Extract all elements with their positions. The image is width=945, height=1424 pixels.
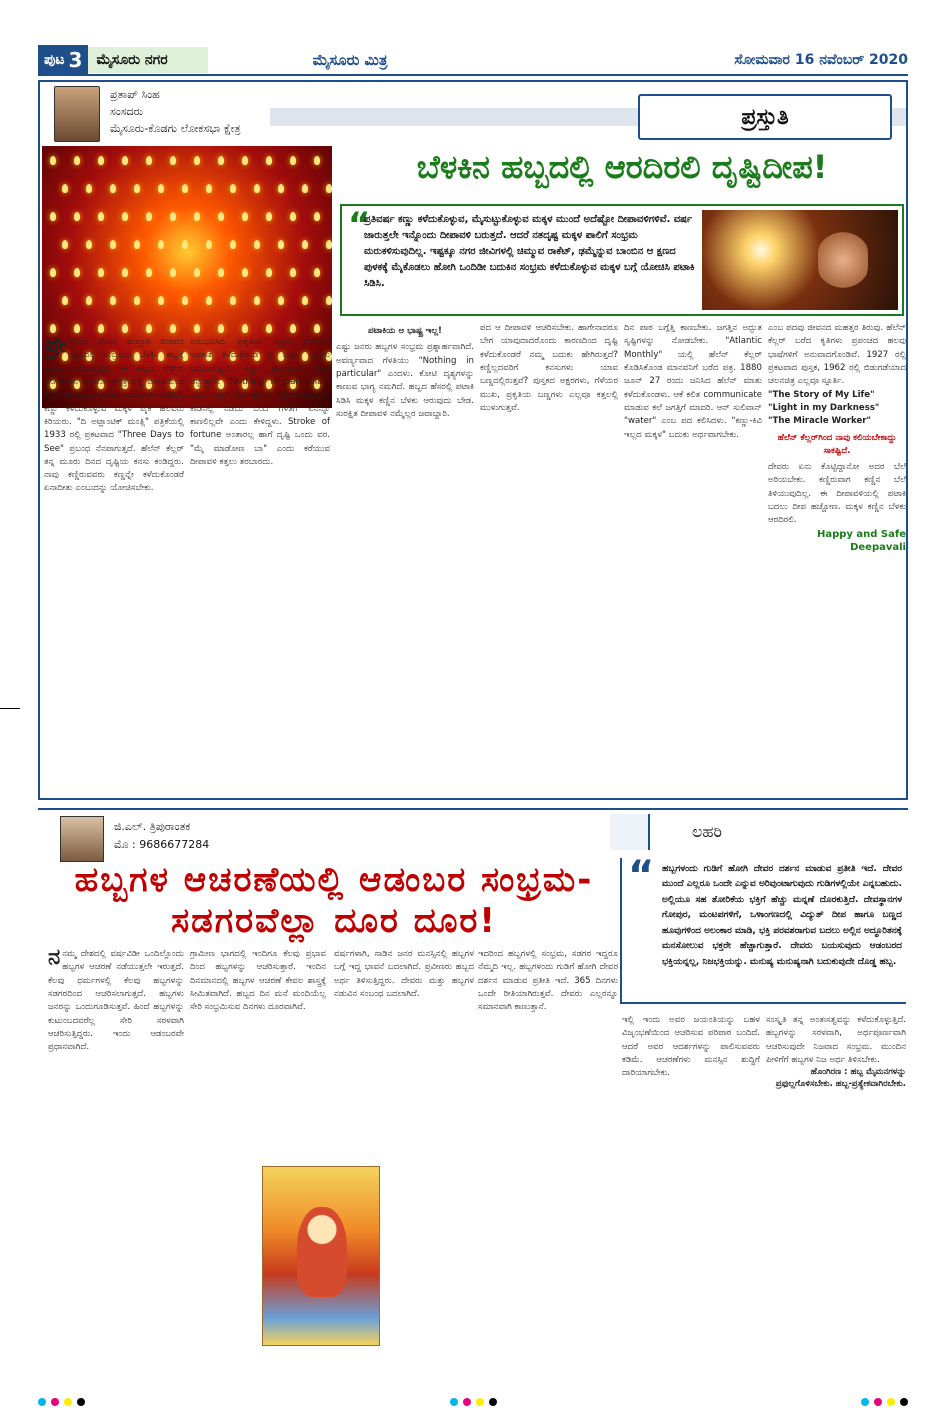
magenta-dot [51,1398,59,1406]
article-festivals [38,808,908,1378]
section-name: ಮೈಸೂರು ನಗರ [88,47,207,73]
lamp-flame [242,324,248,333]
page-number: 3 [68,48,83,72]
lamp-flame [170,268,176,277]
magenta-dot [874,1398,882,1406]
lamp-flame [254,240,260,249]
lamp-flame [266,212,272,221]
lamp-flame [122,156,128,165]
article-deepavali [38,80,908,800]
lamp-flame [134,296,140,305]
column-3 [336,322,474,796]
black-dot [77,1398,85,1406]
signoff: Happy and Safe Deepavali [816,528,906,553]
lamp-flame [314,212,320,221]
lamp-flame [146,212,152,221]
column-2-1 [48,948,184,1372]
color-dots-left [38,1398,85,1406]
magenta-dot [463,1398,471,1406]
lamp-flame [74,268,80,277]
column-2-6-text: ಸಂಸ್ಕೃತಿ ತನ್ನ ಅಂತಃಸತ್ವವನ್ನು ಕಳೆದುಕೊಳ್ಳುತ್ತಿದೆ. ಹಬ್ಬಗಳನ್ನು ಸರಳವಾಗಿ, ಅರ್ಥಪೂರ್ಣವಾಗಿ ಆಚರಿಸುವುದೇ ನಿಜವಾದ ಸಂಭ್ರಮ. ಮುಂದಿನ ಪೀಳಿಗೆಗೆ ಹಬ್ಬಗಳ ನಿಜ ಅರ್ಥ ತಿಳಿಸಬೇಕು. [766,1015,906,1065]
column-6-text-b: ದೇವರು ಏನು ಕೊಟ್ಟಿದ್ದಾನೋ ಅದರ ಬೆಲೆ ಅರಿಯಬೇಕು. ಕಣ್ಣಿರುವಾಗ ಕಣ್ಣಿನ ಬೆಲೆ ತಿಳಿಯುವುದಿಲ್ಲ. ಈ ದೀಪಾವಳಿಯಲ್ಲಿ ಪಟಾಕಿ ಬದಲು ದೀಪ ಹಚ್ಚೋಣ. ಮಕ್ಕಳ ಕಣ್ಣಿನ ಬೆಳಕು ಆರದಿರಲಿ. [768,462,906,526]
pullquote-text-2: ಹಬ್ಬಗಳಂದು ಗುಡಿಗೆ ಹೋಗಿ ದೇವರ ದರ್ಶನ ಮಾಡುವ ಪ್ರತೀತಿ ಇದೆ. ದೇವರ ಮುಂದೆ ಎಲ್ಲರೂ ಒಂದೇ ಎನ್ನುವ ಅರಿವುಂಟಾಗುವುದು ಗುಡಿಗಳಲ್ಲಿಯೇ ಎನ್ನಬಹುದು. ಅಲ್ಲಿಯೂ ಸಹ ತೋರಿಕೆಯ ಭಕ್ತಿಗೆ ಹೆಚ್ಚು ಮನ್ನಣೆ ದೊರಕುತ್ತಿದೆ. ದೇವಸ್ಥಾನಗಳ ಗೋಪುರ, ಮಂಟಪಗಳಿಗೆ, ಒಳಾಂಗಣದಲ್ಲಿ ವಿದ್ಯುತ್ ದೀಪ ಹಾಗೂ ಬಣ್ಣದ ಹೂವುಗಳಿಂದ ಅಲಂಕಾರ ಮಾಡಿ, ಭಕ್ತಿ ಪರವಶರಾಗುವ ಬದಲು ಅಲ್ಲಿನ ಅದ್ಧೂರಿತನಕ್ಕೆ ಮನಸೋಲುವ ಭಕ್ತರೇ ಹೆಚ್ಚಾಗುತ್ತಾರೆ. ದೇವರು ಬಯಸುವುದು ಆಡಂಬರದ ಭಕ್ತಿಯನ್ನಲ್ಲ, ನಿಜಭಕ್ತಿಯನ್ನು. ಮನುಷ್ಯ ಮನುಷ್ಯನಾಗಿ ಬದುಕುವುದೇ ದೊಡ್ಡ ಹಬ್ಬ. [662,864,902,967]
lamp-flame [182,184,188,193]
black-dot [900,1398,908,1406]
registration-mark [0,708,20,709]
paper-name: ಮೈಸೂರು ಮಿತ್ರ [312,51,388,69]
column-2-6 [766,1014,906,1372]
lamp-flame [74,324,80,333]
column-6 [768,322,906,796]
lamp-flame [266,268,272,277]
yellow-dot [64,1398,72,1406]
deity-illustration [262,1166,380,1346]
lamp-flame [110,184,116,193]
lamp-flame [290,156,296,165]
lamp-flame [242,212,248,221]
lamp-flame [290,268,296,277]
lamp-flame [218,324,224,333]
column-2-4: ಇದರಿಂದ ಹಬ್ಬಗಳಲ್ಲಿ ಸಂಭ್ರಮ, ಸಡಗರ ಇದ್ದರೂ ನೆಮ್ಮದಿ ಇಲ್ಲ. ಹಬ್ಬಗಳಂದು ಗುಡಿಗೆ ಹೋಗಿ ದೇವರ ದರ್ಶನ ಮಾಡುವ ಪ್ರತೀತಿ ಇದೆ. 365 ದಿನಗಳು ಒಂದೇ ರೀತಿಯಾಗಿರುತ್ತವೆ. ದೇವರು ಎಲ್ಲರನ್ನೂ ಸಮಾನವಾಗಿ ಕಾಣುತ್ತಾನೆ. [478,949,618,1013]
lamp-flame [314,324,320,333]
lamp-flame [218,156,224,165]
lamp-flame [158,240,164,249]
lamp-flame [218,212,224,221]
sparkler-photo [702,210,898,310]
author-box-2 [60,816,209,862]
lamp-flame [146,268,152,277]
color-dots-center [450,1398,497,1406]
lamp-flame [230,184,236,193]
quote-mark-icon-2: “ [628,853,655,899]
lamp-flame [266,324,272,333]
lamp-flame [218,268,224,277]
lamp-flame [62,296,68,305]
lamp-flame [182,296,188,305]
lamp-flame [326,184,332,193]
pullquote-box [340,204,904,316]
lamp-flame [254,184,260,193]
lamp-flame [62,184,68,193]
lamp-flame [170,212,176,221]
signoff-2: ಹೊಂಗಿರಣ : ಹಬ್ಬ ಮೈಮನಗಳನ್ನು ಪ್ರಫುಲ್ಲಗೊಳಿಸಬೇಕು. ಹಬ್ಬ-ಪ್ರತ್ಯೇಕವಾಗಿರಬೇಕು. [775,1067,906,1089]
lamp-flame [206,296,212,305]
lamp-flame [302,296,308,305]
yellow-dot [476,1398,484,1406]
lamp-flame [194,324,200,333]
quote-mark-icon: “ [348,205,371,245]
lamp-flame [50,212,56,221]
lamp-flame [110,296,116,305]
lamp-flame [302,240,308,249]
yellow-dot [887,1398,895,1406]
page-badge [38,45,88,75]
lamp-flame [170,156,176,165]
lamp-flame [314,268,320,277]
author-name-2: ಜಿ.ಎಲ್. ತ್ರಿಪುರಾಂತಕ [114,820,191,833]
author-box [54,86,241,142]
black-dot [489,1398,497,1406]
rubric-label: ಪ್ರಸ್ತುತಿ [638,94,892,140]
lamp-flame [194,212,200,221]
lamp-flame [278,184,284,193]
lamp-flame [290,212,296,221]
lamp-flame [134,184,140,193]
lamp-flame [230,240,236,249]
column-2-5: ಇಲ್ಲಿ ಇಂದು ಅವರ ಜಯಂತಿಯನ್ನು ಬಹಳ ವಿಜೃಂಭಣೆಯಿಂದ ಆಚರಿಸುವ ಪರಿಪಾಠ ಬಂದಿದೆ. ಆದರೆ ಅವರ ಆದರ್ಶಗಳನ್ನು ಪಾಲಿಸುವವರು ಕಡಿಮೆ. ಆಚರಣೆಗಳು ಮನಸ್ಸಿನ ಶುದ್ಧಿಗೆ ದಾರಿಯಾಗಬೇಕು. [622,1015,760,1079]
pullquote-box-2 [620,853,906,1004]
column-2: ಅನುಭವಿಸಿದ. ಪ್ರಕೃತಿಯ ವಿಸ್ಮಯ ನೋಡುವ ಅವಕಾಶ ಕಳೆದುಕೊಂಡ ಆ ಮಕ್ಕಳ ಬದುಕು ಬದಲಾಗುತ್ತದೆ. ಕಣ್ಣು ಹೃದಯಗಳ ಕಿಟಕಿ ಎನ್ನುತ್ತಾರೆ. "Nothing in particular" ಎಂಬ ಉತ್ತರ ಕೇಳಿ ಹೆಲೆನ್ ಆಶ್ಚರ್ಯಪಟ್ಟಿದ್ದಳು. ಕಾಡಿನಲ್ಲಿ ನಡೆದು ಬಂದ ಗೆಳತಿಗೆ ಏನನ್ನೂ ಕಾಣಲಿಲ್ಲವೇ ಎಂದು ಕೇಳಿದ್ದಳು. Stroke of fortune ಅಂತಾರಲ್ಲ ಹಾಗೆ ದೃಷ್ಟಿ ಒಂದು ವರ. "ಮೈ ಮಾಡೋಣ ಬಾ" ಎಂದು ಕರೆಯುವ ದೀಪಾವಳಿ ಕತ್ತಲು ತರಬಾರದು. [190,337,330,467]
column-2-1-text: ನಮ್ಮ ದೇಶದಲ್ಲಿ ವರ್ಷವಿಡೀ ಒಂದಿಲ್ಲೊಂದು ಹಬ್ಬಗಳ ಆಚರಣೆ ನಡೆಯುತ್ತಲೇ ಇರುತ್ತದೆ. ಕೆಲವು ಧರ್ಮಗಳಲ್ಲಿ ಕೆಲವು ಹಬ್ಬಗಳನ್ನು ಸಡಗರದಿಂದ ಆಚರಿಸಲಾಗುತ್ತದೆ. ಹಬ್ಬಗಳು ಜನರನ್ನು ಒಂದುಗೂಡಿಸುತ್ತವೆ. ಹಿಂದೆ ಹಬ್ಬಗಳನ್ನು ಕುಟುಂಬದವರೆಲ್ಲ ಸೇರಿ ಸರಳವಾಗಿ ಆಚರಿಸುತ್ತಿದ್ದರು. ಇಂದು ಆಡಂಬರವೇ ಪ್ರಧಾನವಾಗಿದೆ. [48,949,184,1053]
lamp-flame [278,240,284,249]
column-4: ಪದ ಆ ದೀಪಾವಳಿ ಆಚರಿಸಬೇಕು. ಹಾಗೇನಾದರೂ ಬೇಗ ಯಾವುದಾದರೊಂದು ಕಾರಣದಿಂದ ದೃಷ್ಟಿ ಕಳೆದುಕೊಂಡರೆ ನಮ್ಮ ಬದುಕು ಹೇಗಿರುತ್ತದೆ? ಕಣ್ಣಿಲ್ಲದವರಿಗೆ ಕನಸುಗಳು ಯಾವ ಬಣ್ಣದಲ್ಲಿರುತ್ತವೆ? ಪುಸ್ತಕದ ಅಕ್ಷರಗಳು, ಗೆಳೆಯರ ಮುಖ, ಪ್ರಕೃತಿಯ ಬಣ್ಣಗಳು ಎಲ್ಲವೂ ಕತ್ತಲಲ್ಲಿ ಮುಳುಗುತ್ತವೆ. [480,323,618,413]
lamp-flame [242,156,248,165]
author-phone: ಮೊ : 9686677284 [114,838,210,851]
lamp-flame [74,156,80,165]
column-2-3: ವರ್ಷಗಳಾಗಿ, ನಾಡಿನ ಜನರ ಮನಸ್ಸಿನಲ್ಲಿ ಹಬ್ಬಗಳ ಬಗ್ಗೆ ಇದ್ದ ಭಾವನೆ ಬದಲಾಗಿದೆ. ಪ್ರವೀಣರು ಹಬ್ಬದ ಅರ್ಥ ತಿಳಿಸುತ್ತಿದ್ದರು. ದೇವರು ಮತ್ತು ಹಬ್ಬಗಳ ನಡುವಿನ ಸಂಬಂಧ ಬದಲಾಗಿದೆ. [334,949,474,999]
lamp-flame [278,296,284,305]
page-label: ಪುಟ [44,52,65,68]
cyan-dot [861,1398,869,1406]
book-title-3: "The Miracle Worker" [768,416,872,427]
lamp-flame [302,184,308,193]
lamp-flame [170,324,176,333]
lamp-flame [98,268,104,277]
lamp-flame [50,268,56,277]
author-role: ಸಂಸದರು [110,105,143,118]
lamp-flame [50,324,56,333]
author-constituency: ಮೈಸೂರು-ಕೊಡಗು ಲೋಕಸಭಾ ಕ್ಷೇತ್ರ [110,122,241,135]
lamp-flame [110,240,116,249]
lamp-flame [86,184,92,193]
lamp-flame [146,324,152,333]
pullquote-text: ಪ್ರತಿವರ್ಷ ಕಣ್ಣು ಕಳೆದುಕೊಳ್ಳುವ, ಮೈಸುಟ್ಟುಕೊಳ್ಳುವ ಮಕ್ಕಳ ಮುಂದೆ ಅದೆಷ್ಟೋ ದೀಪಾವಳಿಗಳಿವೆ. ವರ್ಷ ಜಾರುತ್ತಲೇ ಇನ್ನೊಂದು ದೀಪಾವಳಿ ಬರುತ್ತದೆ. ಆದರೆ ನತದೃಷ್ಟ ಮಕ್ಕಳ ಪಾಲಿಗೆ ಸಂಭ್ರಮ ಮರುಕಳಿಸುವುದಿಲ್ಲ. ಇಷ್ಟಕ್ಕೂ ನಗರ ಜೀವಿಗಳಲ್ಲಿ ಚಿಮ್ಮುವ ರಾಕೆಟ್, ಢಮ್ಮೆನ್ನುವ ಬಾಂಬಿನ ಆ ಕ್ಷಣದ ಪುಳಕಕ್ಕೆ ಮೈಕೊಡಲು ಹೋಗಿ ಒಂದಿಡೀ ಬದುಕಿನ ಸಂಭ್ರಮ ಕಳೆದುಕೊಳ್ಳುವ ಮಕ್ಕಳ ಬಗ್ಗೆ ಯೋಚಿಸಿ ಪಟಾಕಿ ಸಿಡಿಸಿ. [364,214,695,289]
author-photo [54,86,100,142]
dropcap: ಪ್ರೇ [44,336,67,358]
lamp-flame [74,212,80,221]
lamp-flame [194,268,200,277]
rubric-label-2: ಲಹರಿ [648,814,908,850]
issue-date: ಸೋಮವಾರ 16 ನವೆಂಬರ್ 2020 [734,52,908,68]
lamp-flame [62,240,68,249]
lamp-flame [242,268,248,277]
lamp-flame [98,324,104,333]
lamp-flame [50,156,56,165]
masthead [38,46,908,76]
lamp-flame [182,240,188,249]
column-2-2: ಗ್ರಾಮೀಣ ಭಾಗದಲ್ಲಿ ಇಂದಿಗೂ ಕೆಲವು ಪ್ರಭಾವ ದಿಂದ ಹಬ್ಬಗಳನ್ನು ಆಚರಿಸುತ್ತಾರೆ. ಇಂದಿನ ದಿನಮಾನದಲ್ಲಿ ಹಬ್ಬಗಳ ಆಚರಣೆ ಕೇವಲ ಶಾಸ್ತ್ರಕ್ಕೆ ಸೀಮಿತವಾಗಿದೆ. ಹಬ್ಬದ ದಿನ ಮನೆ ಮಂದಿಯೆಲ್ಲ ಸೇರಿ ಸಂಭ್ರಮಿಸುವ ದಿನಗಳು ದೂರವಾಗಿವೆ. [190,949,326,1013]
book-title-1: "The Story of My Life" [768,389,875,400]
lamp-flame [206,240,212,249]
column-3-text: ಎಷ್ಟು ಜನರು ಹಬ್ಬಗಳ ಸಂಭ್ರಮ ಪ್ರಶ್ನಾರ್ಹವಾಗಿದೆ. ಅವರ್ಣ್ಯವಾದ ಗೆಳತಿಯು "Nothing in particular" ಎಂದಳು. ಕೋಟಿ ದೃಶ್ಯಗಳನ್ನು ಕಾಣುವ ಭಾಗ್ಯ ನಮಗಿದೆ. ಹಬ್ಬದ ಹೆಸರಲ್ಲಿ ಪಟಾಕಿ ಸಿಡಿಸಿ ಮಕ್ಕಳ ಕಣ್ಣಿನ ಬೆಳಕು ಆರುವುದು ಬೇಡ. ಸುರಕ್ಷಿತ ದೀಪಾವಳಿ ನಮ್ಮೆಲ್ಲರ ಜವಾಬ್ದಾರಿ. [336,342,474,419]
lamp-flame [146,156,152,165]
column-6-text-a: ಎಂಬ ಪದವು ಜೀವನದ ಮಹತ್ತರ ತಿರುವು. ಹೆಲೆನ್ ಕೆಲ್ಲರ್ ಬರೆದ ಕೃತಿಗಳು ಪ್ರಪಂಚದ ಹಲವು ಭಾಷೆಗಳಿಗೆ ಅನುವಾದಗೊಂಡಿವೆ. 1927 ರಲ್ಲಿ ಪ್ರಕಟವಾದ ಪುಸ್ತಕ, 1962 ರಲ್ಲಿ ಬಿಡುಗಡೆಯಾದ ಚಲನಚಿತ್ರ ಎಲ್ಲವೂ ಸ್ಫೂರ್ತಿ. [768,323,906,387]
lamp-flame [158,184,164,193]
lamp-flame [98,212,104,221]
dropcap-2: ನ [48,948,61,970]
lamp-flame [158,296,164,305]
lamp-flame [266,156,272,165]
lamp-flame [194,156,200,165]
lamp-flame [122,268,128,277]
lamp-flame [134,240,140,249]
headline-2: ಹಬ್ಬಗಳ ಆಚರಣೆಯಲ್ಲಿ ಆಡಂಬರ ಸಂಭ್ರಮ-ಸಡಗರವೆಲ್ಲಾ ದೂರ ದೂರ! [74,860,594,942]
lamp-flame [98,156,104,165]
column-6-subhead: ಹೆಲೆನ್ ಕೆಲ್ಲರ್‌ಗಿಂದ ನಾವು ಕಲಿಯಬೇಕಾದ್ದು ಸಾಕಷ್ಟಿದೆ. [777,432,897,456]
lamp-flame [206,184,212,193]
lamp-flame [314,156,320,165]
lamp-flame [230,296,236,305]
column-1 [44,336,184,796]
lamp-flame [254,296,260,305]
cyan-dot [38,1398,46,1406]
cyan-dot [450,1398,458,1406]
author-name: ಪ್ರತಾಪ್ ಸಿಂಹ [110,88,160,101]
print-registration-strip [38,1392,908,1412]
lamp-flame [122,324,128,333]
lamp-flame [326,296,332,305]
author-photo-2 [60,816,104,862]
lamp-flame [122,212,128,221]
color-dots-right [861,1398,908,1406]
column-5: ದಿನ ಪಾಠ ಬಗ್ಗೆತ್ತಿ ಕಾಣಬೇಕು. ಜಗತ್ತಿನ ಅದ್ಭುತ ಸೃಷ್ಟಿಗಳನ್ನು ನೋಡಬೇಕು. "Atlantic Monthly" ಯಲ್ಲಿ ಹೆಲೆನ್ ಕೆಲ್ಲರ್ ಕೊಡಿಸಿಕೊಂಡ ಮಾನವನಿಗೆ ಬರೆದ ಪತ್ರ. 1880 ಜೂನ್ 27 ರಂದು ಜನಿಸಿದ ಹೆಲೆನ್ ಮಾತು ಕಳೆದುಕೊಂಡಳು. ಆಕೆ ಕಲಿತ communicate ಮಾಡುವ ಕಲೆ ಜಗತ್ತಿಗೆ ಮಾದರಿ. ಆನ್ ಸುಲಿವಾನ್ "water" ಎಂಬ ಪದ ಕಲಿಸಿದಳು. "ಕಣ್ಣು-ಕಿವಿ ಇಲ್ಲದ ಮಕ್ಕಳ" ಬದುಕು ಅರ್ಥವಾಗಬೇಕು. [624,323,762,440]
lamp-flame [290,324,296,333]
book-title-2: "Light in my Darkness" [768,402,880,413]
column-1-text: ಪ್ರೇಮಾ ದೇವಿನ ಮತ್ತೂರ ದಿನಾವನ ಬಿತ್ತರದಲ್ಲಿ ಸಂಬ್ರಮದ ಬೆಳಕಿನ ಹಬ್ಬಕ್ಕೆ ಆತಂಕ ಸುಳಿದಾಡುತ್ತಿದೆ. ಈ ಹಬ್ಬದ ವೆಸ್ಟ್‌ನ್ ಬೆಂಗಳೂರಿನ ಮಿಂಟೋ ಆಸ್ಪತ್ರೆಯಲ್ಲಿ ಪಟಾಕಿಯಿಂದ ಕಣ್ಣಿಗೆ ಹಾನಿಯಾದ ಮಕ್ಕಳ ದಾಖಲಾತಿ ನಡೆದಿದೆ. ಕಣ್ಣು ಕಳೆದುಕೊಳ್ಳುವ ಮಕ್ಕಳ ಪೈಕಿ ಹಲವರು ಕಿರಿಯರು. "ದಿ ಅಟ್ಲಾಂಟಿಕ್ ಮಂತ್ಲಿ" ಪತ್ರಿಕೆಯಲ್ಲಿ 1933 ರಲ್ಲಿ ಪ್ರಕಟವಾದ "Three Days to See" ಪ್ರಬಂಧ ನೆನಪಾಗುತ್ತದೆ. ಹೆಲೆನ್ ಕೆಲ್ಲರ್ ತನ್ನ ಮೂರು ದಿನದ ದೃಷ್ಟಿಯ ಕನಸು ಕಂಡಿದ್ದರು. ನಾವು ಕಣ್ಣಿರುವವರು ಕಣ್ಣನ್ನೇ ಕಳೆದುಕೊಂಡರೆ ಏನಾದೀತು ಎಂಬುದನ್ನು ಯೋಚಿಸಬೇಕು. [44,337,184,494]
headline: ಬೆಳಕಿನ ಹಬ್ಬದಲ್ಲಿ ಆರದಿರಲಿ ದೃಷ್ಟಿದೀಪ! [416,148,828,186]
lamp-flame [86,296,92,305]
column-3-subhead: ಪಟಾಕಿಯ ಆ ಭಾಷ್ಟ್ರ ಇಲ್ಲ! [368,326,442,336]
lamp-flame [86,240,92,249]
lamp-flame [326,240,332,249]
